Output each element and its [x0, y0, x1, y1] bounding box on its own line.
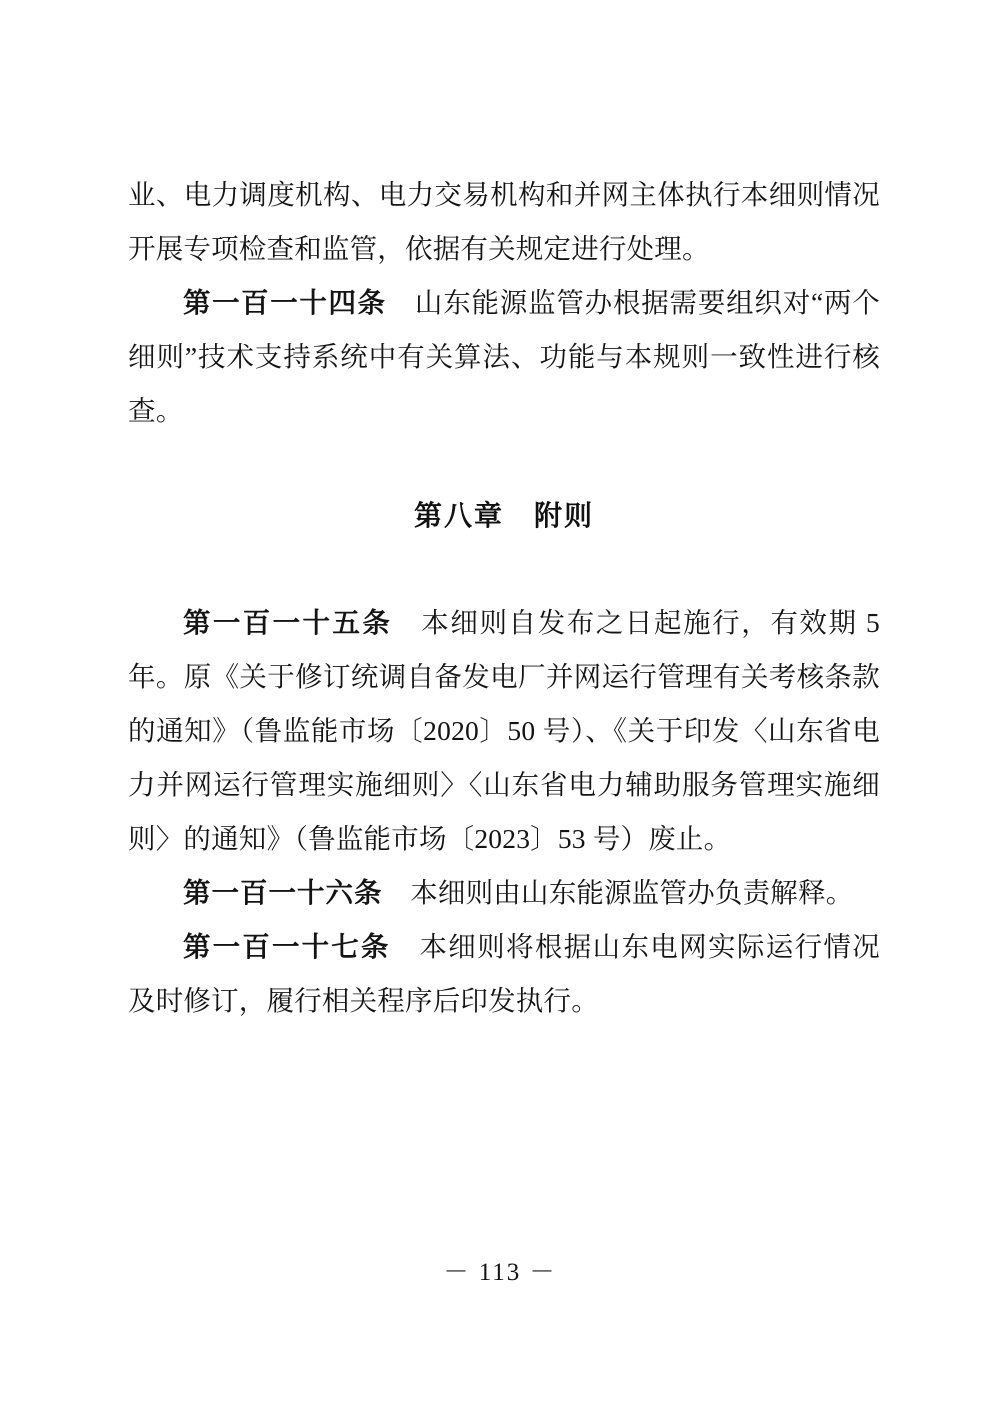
page-content: [128, 168, 880, 1028]
article-number-116: 第一百一十六条: [183, 877, 383, 908]
paragraph-continued: [128, 168, 880, 276]
chapter-heading: 第八章 附则: [413, 501, 594, 532]
chapter-heading-block: [128, 490, 880, 544]
article-number-114: 第一百一十四条: [183, 287, 387, 318]
article-number-115: 第一百一十五条: [183, 607, 393, 638]
article-text-114: 山东能源监管办根据需要组织对“两个细则”技术支持系统中有关算法、功能与本规则一致性进行核查。: [128, 287, 880, 426]
page-number: － 113 －: [443, 1259, 557, 1286]
paragraph-article-117: [128, 920, 880, 1028]
paragraph-text: 业、电力调度机构、电力交易机构和并网主体执行本细则情况开展专项检查和监管，依据有关规定进行处理。: [128, 179, 880, 264]
paragraph-article-116: [128, 866, 880, 920]
article-number-117: 第一百一十七条: [183, 931, 391, 962]
article-text-115: 本细则自发布之日起施行，有效期 5 年。原《关于修订统调自备发电厂并网运行管理有关考核条款的通知》（鲁监能市场〔2020〕50 号）、《关于印发〈山东省电力并网运行管理实施细则〉〈山东省电力辅助服务管理实施细则〉的通知》（鲁监能市场〔2023〕53 号）废止。: [128, 607, 880, 854]
article-text-117: 本细则将根据山东电网实际运行情况及时修订，履行相关程序后印发执行。: [128, 931, 880, 1016]
article-text-116: 本细则由山东能源监管办负责解释。: [382, 877, 854, 908]
paragraph-article-115: [128, 596, 880, 866]
paragraph-article-114: [128, 276, 880, 438]
